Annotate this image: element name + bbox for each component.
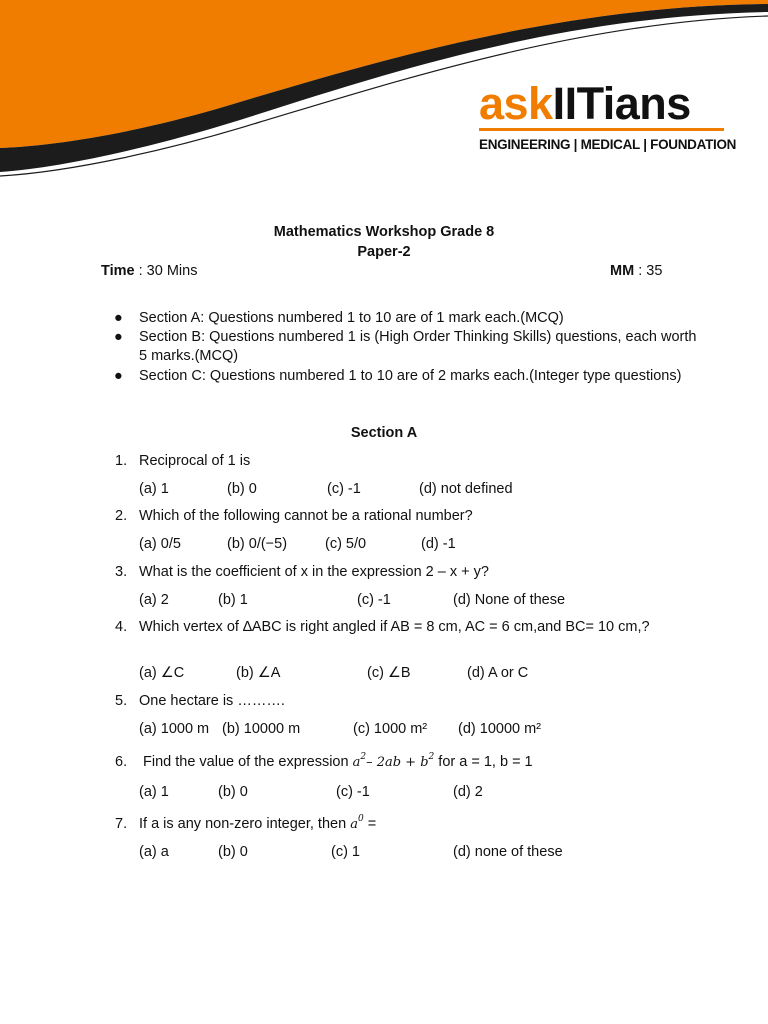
option-c: (c) 1 [331,844,360,860]
option-a: (a) 2 [139,592,169,608]
math-var-a: a [350,817,358,832]
option-d: (d) -1 [421,536,456,552]
option-d: (d) 2 [453,784,483,800]
option-a: (a) ∠C [139,665,185,681]
question-text-lead: If a is any non-zero integer, then [139,816,351,832]
question-text: Which vertex of ∆ABC is right angled if AB = 8 cm, AC = 6 cm,and BC= 10 cm,? [139,619,650,635]
option-b: (b) 10000 m [222,721,301,737]
max-marks-line [610,262,662,280]
option-a: (a) 1 [139,481,169,497]
question-text [143,753,683,772]
paper-label: Paper-2 [357,244,411,260]
math-expression [352,752,435,770]
option-b: (b) 0 [218,844,248,860]
time-line [101,262,197,280]
option-b: (b) 0 [218,784,248,800]
option-b: (b) 0 [227,481,257,497]
math-exponent: 2 [360,752,367,762]
question-number: 7. [115,816,128,832]
option-d: (d) None of these [453,592,566,608]
question-text-tail: = [363,816,377,832]
option-a: (a) 1000 m [139,721,210,737]
question-text: One hectare is ………. [139,693,285,709]
math-mid: – 2ab + b [366,755,429,770]
option-c: (c) 5/0 [325,536,367,552]
question-text-tail: for a = 1, b = 1 [434,754,533,770]
option-d: (d) A or C [467,665,529,681]
option-a: (a) a [139,844,169,860]
time-label: Time [101,263,135,279]
question-text: What is the coefficient of x in the expression 2 – x + y? [139,564,489,580]
logo-tagline: ENGINEERING | MEDICAL | FOUNDATION [479,137,737,152]
bullet-icon: ● [114,368,123,384]
question-number: 4. [115,619,128,635]
question-number: 2. [115,508,128,524]
logo-word-iitians: IITians [552,78,691,129]
option-b: (b) 0/(−5) [227,536,288,552]
question-number: 6. [115,754,128,770]
option-b: (b) ∠A [236,665,281,681]
instruction-item: Section C: Questions numbered 1 to 10 are of 2 marks each.(Integer type questions) [139,368,682,384]
option-c: (c) ∠B [367,665,411,681]
option-c: (c) -1 [357,592,391,608]
question-number: 5. [115,693,128,709]
math-var-a: a [352,755,361,770]
math-exponent: 0 [357,814,364,824]
math-expression [350,814,364,832]
brand-logo [479,78,737,152]
section-a-title: Section A [350,425,418,441]
document-title: Mathematics Workshop Grade 8 [273,224,495,240]
bullet-icon: ● [114,310,123,326]
instruction-item: Section B: Questions numbered 1 is (High Order Thinking Skills) questions, each worth 5 marks.(MCQ) [139,329,697,364]
question-number: 3. [115,564,128,580]
option-d: (d) none of these [453,844,563,860]
question-text-lead: Find the value of the expression [143,754,353,770]
option-c: (c) -1 [327,481,361,497]
question-text [139,815,679,834]
question-number: 1. [115,453,128,469]
bullet-icon: ● [114,329,123,345]
logo-word-ask: ask [479,78,553,129]
option-a: (a) 1 [139,784,169,800]
mm-value: : 35 [634,263,663,279]
option-a: (a) 0/5 [139,536,181,552]
option-c: (c) -1 [336,784,370,800]
mm-label: MM [610,263,635,279]
time-value: : 30 Mins [134,263,198,279]
instruction-item: Section A: Questions numbered 1 to 10 are of 1 mark each.(MCQ) [139,310,564,326]
option-c: (c) 1000 m² [353,721,428,737]
math-exponent: 2 [428,752,435,762]
option-d: (d) 10000 m² [458,721,542,737]
option-d: (d) not defined [419,481,513,497]
logo-wordmark [479,78,729,129]
question-text: Reciprocal of 1 is [139,453,251,469]
option-b: (b) 1 [218,592,248,608]
question-text: Which of the following cannot be a rational number? [139,508,473,524]
